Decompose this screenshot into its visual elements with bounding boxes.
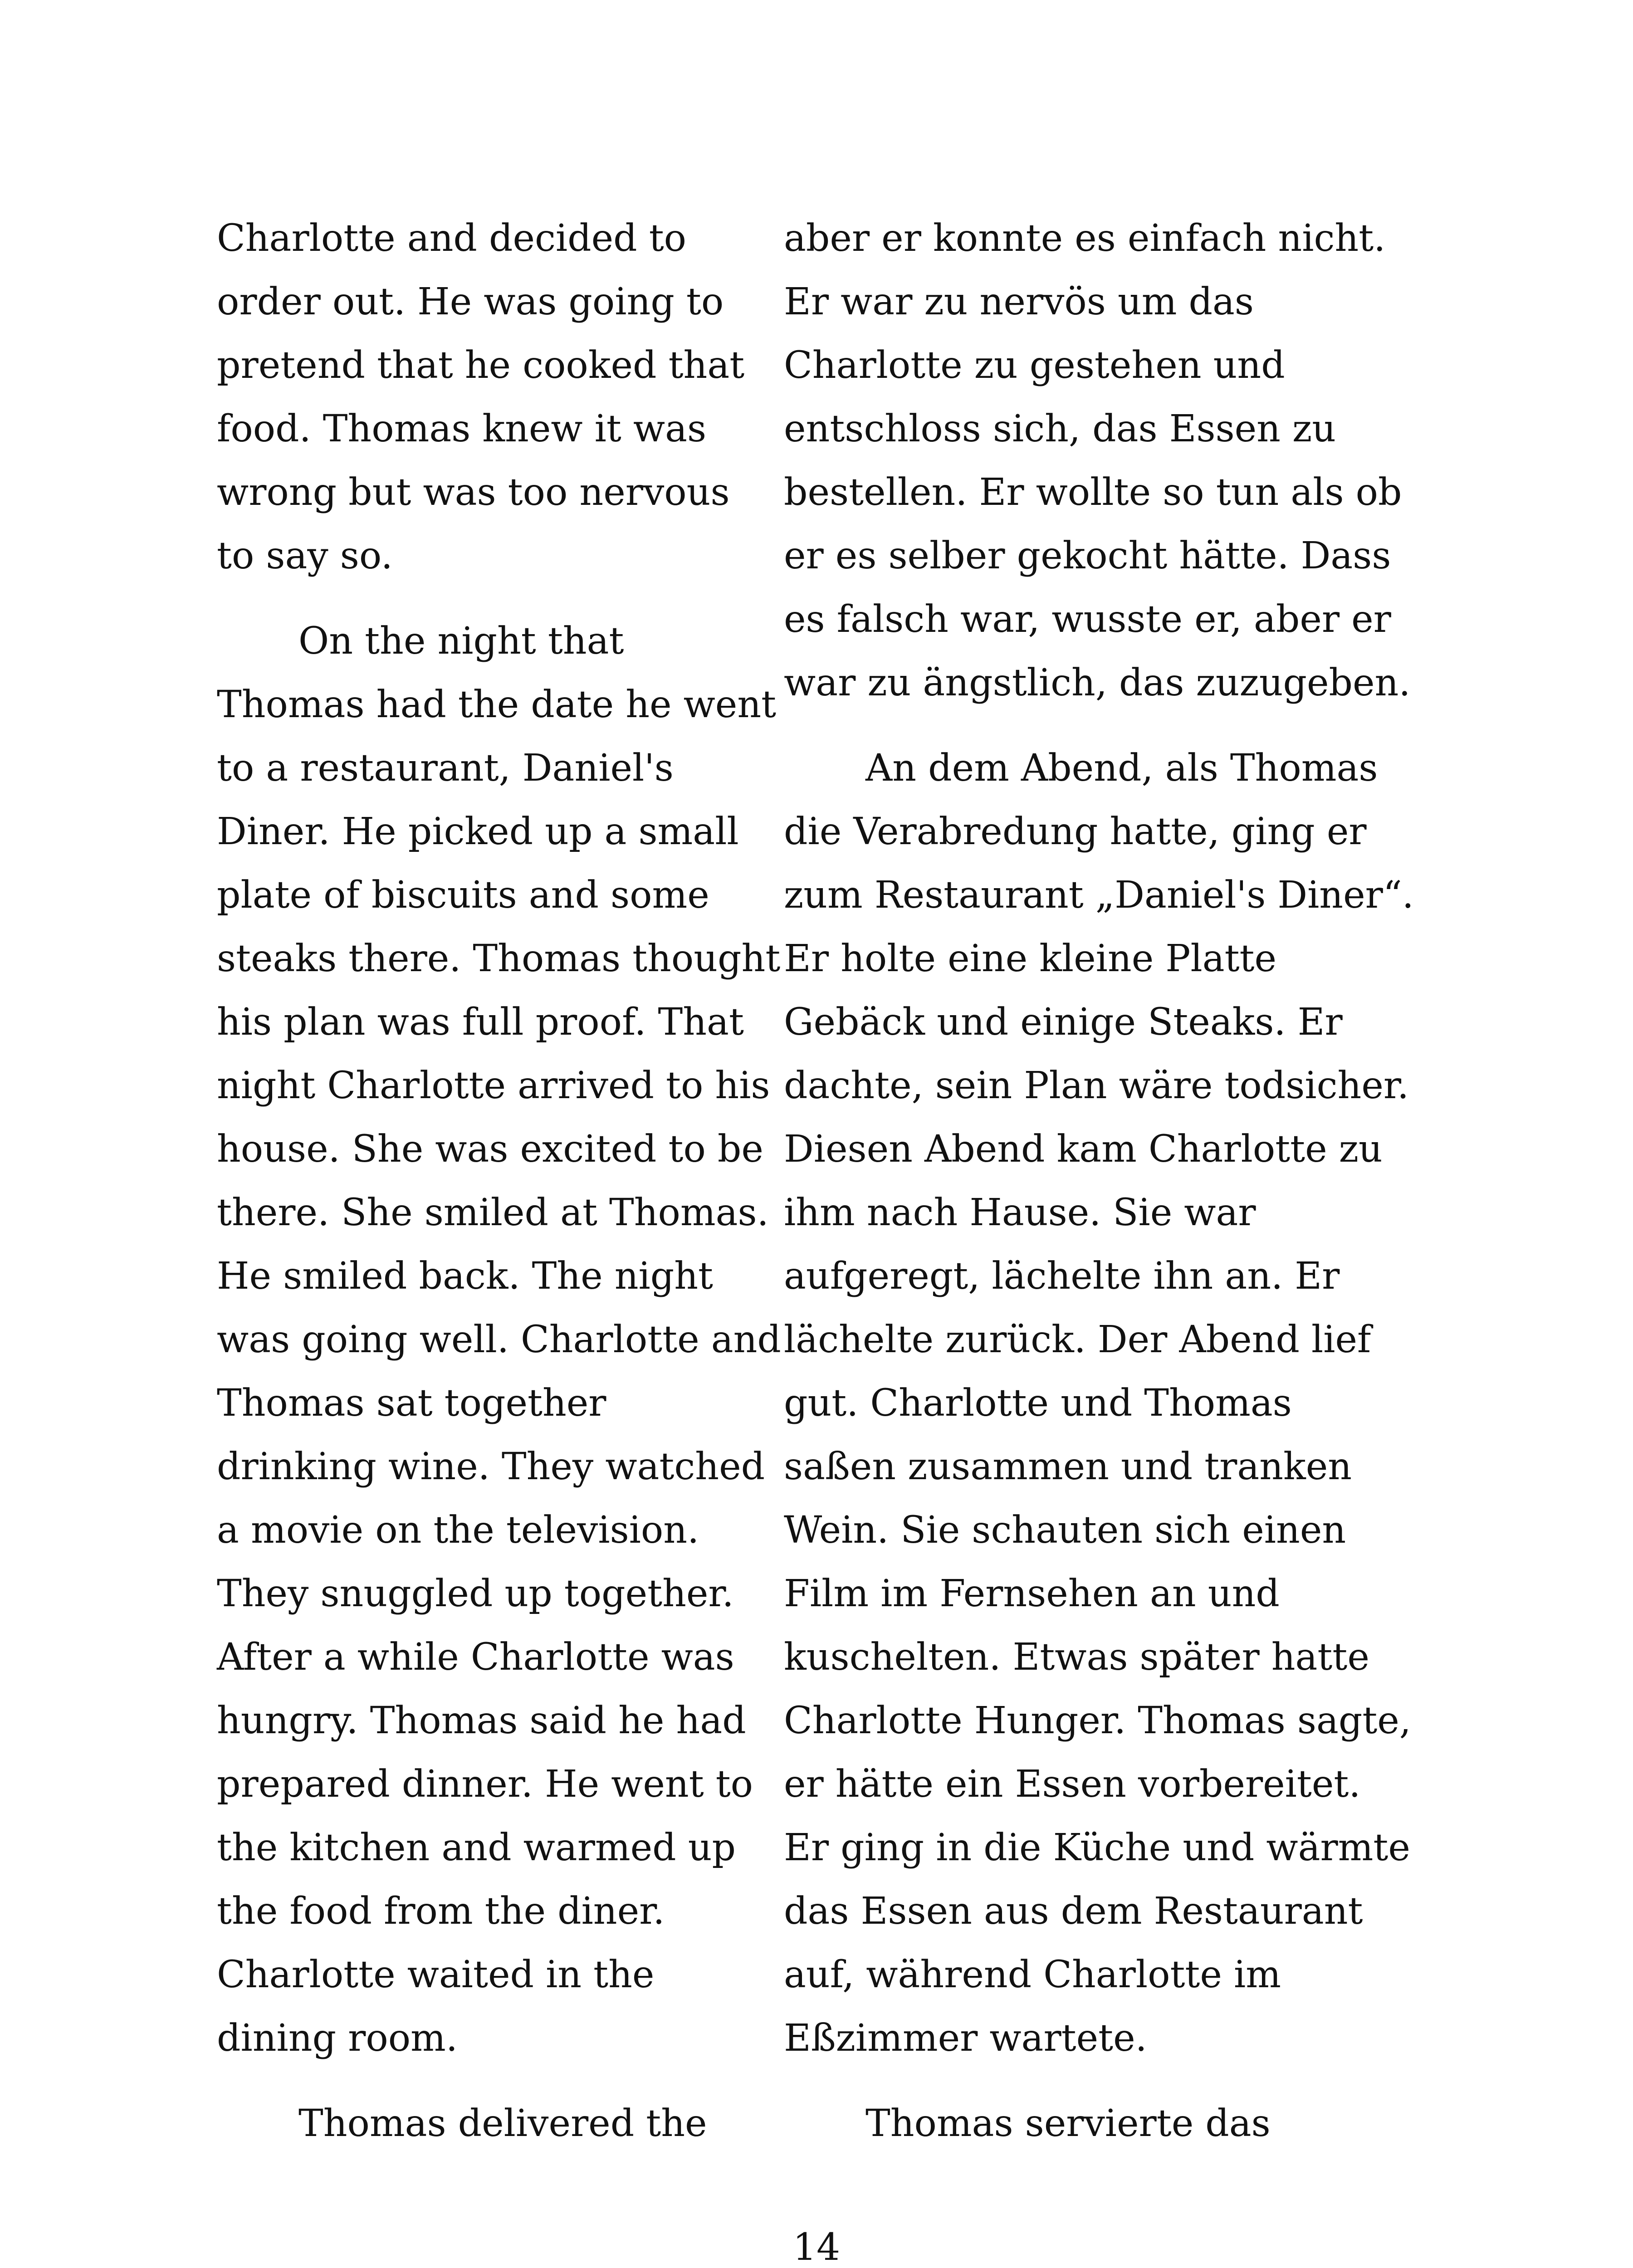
text-line: gut. Charlotte und Thomas (784, 1382, 1292, 1425)
text-line: das Essen aus dem Restaurant (784, 1890, 1363, 1933)
english-paragraph-2 (217, 610, 781, 2070)
text-line: the food from the diner. (217, 1890, 665, 1933)
text-line: order out. He was going to (217, 280, 724, 323)
text-line: er es selber gekocht hätte. Dass (784, 534, 1391, 577)
text-line: ihm nach Hause. Sie war (784, 1191, 1256, 1234)
text-line: Charlotte zu gestehen und (784, 344, 1285, 387)
text-line: Charlotte waited in the (217, 1953, 655, 1996)
text-line: He smiled back. The night (217, 1255, 713, 1298)
german-paragraph-3 (784, 2092, 1328, 2156)
text-line: Thomas delivered the (298, 2102, 707, 2145)
text-line: kuschelten. Etwas später hatte (784, 1636, 1369, 1679)
text-line: drinking wine. They watched (217, 1445, 765, 1488)
text-line: wrong but was too nervous (217, 471, 730, 514)
text-line: Er holte eine kleine Platte (784, 937, 1277, 980)
text-line: pretend that he cooked that (217, 344, 745, 387)
text-line: war zu ängstlich, das zuzugeben. (784, 661, 1411, 704)
text-line: aufgeregt, lächelte ihn an. Er (784, 1255, 1340, 1298)
text-line: entschloss sich, das Essen zu (784, 407, 1336, 450)
text-line: lächelte zurück. Der Abend lief (784, 1318, 1371, 1361)
text-line: Charlotte and decided to (217, 217, 687, 260)
text-line: house. She was excited to be (217, 1128, 763, 1171)
text-line: die Verabredung hatte, ging er (784, 810, 1367, 853)
text-line: his plan was full proof. That (217, 1001, 744, 1044)
text-line: saßen zusammen und tranken (784, 1445, 1352, 1488)
text-line: night Charlotte arrived to his (217, 1064, 770, 1107)
text-line: the kitchen and warmed up (217, 1826, 736, 1869)
text-line: Eßzimmer wartete. (784, 2017, 1147, 2060)
text-line: hungry. Thomas said he had (217, 1699, 746, 1742)
text-line: a movie on the television. (217, 1509, 699, 1552)
text-line: dachte, sein Plan wäre todsicher. (784, 1064, 1409, 1107)
text-line: After a while Charlotte was (217, 1636, 734, 1679)
text-line: On the night that (298, 620, 624, 663)
text-line: dining room. (217, 2017, 458, 2060)
text-line: Wein. Sie schauten sich einen (784, 1509, 1346, 1552)
german-column (784, 207, 1414, 2156)
text-line: es falsch war, wusste er, aber er (784, 598, 1391, 641)
text-line: An dem Abend, als Thomas (865, 747, 1378, 790)
english-column (217, 207, 781, 2156)
text-line: Diesen Abend kam Charlotte zu (784, 1128, 1383, 1171)
text-line: Charlotte Hunger. Thomas sagte, (784, 1699, 1411, 1742)
text-line: auf, während Charlotte im (784, 1953, 1281, 1996)
text-line: Thomas sat together (217, 1382, 606, 1425)
text-line: Gebäck und einige Steaks. Er (784, 1001, 1343, 1044)
text-line: aber er konnte es einfach nicht. (784, 217, 1386, 260)
text-line: steaks there. Thomas thought (217, 937, 781, 980)
text-line: Er ging in die Küche und wärmte (784, 1826, 1410, 1869)
text-line: prepared dinner. He went to (217, 1763, 753, 1806)
text-line: was going well. Charlotte and (217, 1318, 781, 1361)
text-line: They snuggled up together. (217, 1572, 734, 1615)
text-line: Film im Fernsehen an und (784, 1572, 1280, 1615)
text-line: Thomas had the date he went (217, 683, 777, 726)
text-line: to a restaurant, Daniel's (217, 747, 674, 790)
text-line: Diner. He picked up a small (217, 810, 739, 853)
text-line: food. Thomas knew it was (217, 407, 707, 450)
text-line: er hätte ein Essen vorbereitet. (784, 1763, 1361, 1806)
english-paragraph-3 (217, 2092, 761, 2156)
text-line: Er war zu nervös um das (784, 280, 1254, 323)
page-number: 14 (792, 2226, 841, 2268)
text-line: there. She smiled at Thomas. (217, 1191, 769, 1234)
text-line: plate of biscuits and some (217, 874, 709, 917)
english-paragraph-1 (217, 207, 761, 588)
text-line: bestellen. Er wollte so tun als ob (784, 471, 1402, 514)
text-line: zum Restaurant „Daniel's Diner“. (784, 874, 1414, 917)
text-line: to say so. (217, 534, 393, 577)
german-paragraph-2 (784, 737, 1414, 2070)
text-line: Thomas servierte das (865, 2102, 1271, 2145)
german-paragraph-1 (784, 207, 1411, 715)
